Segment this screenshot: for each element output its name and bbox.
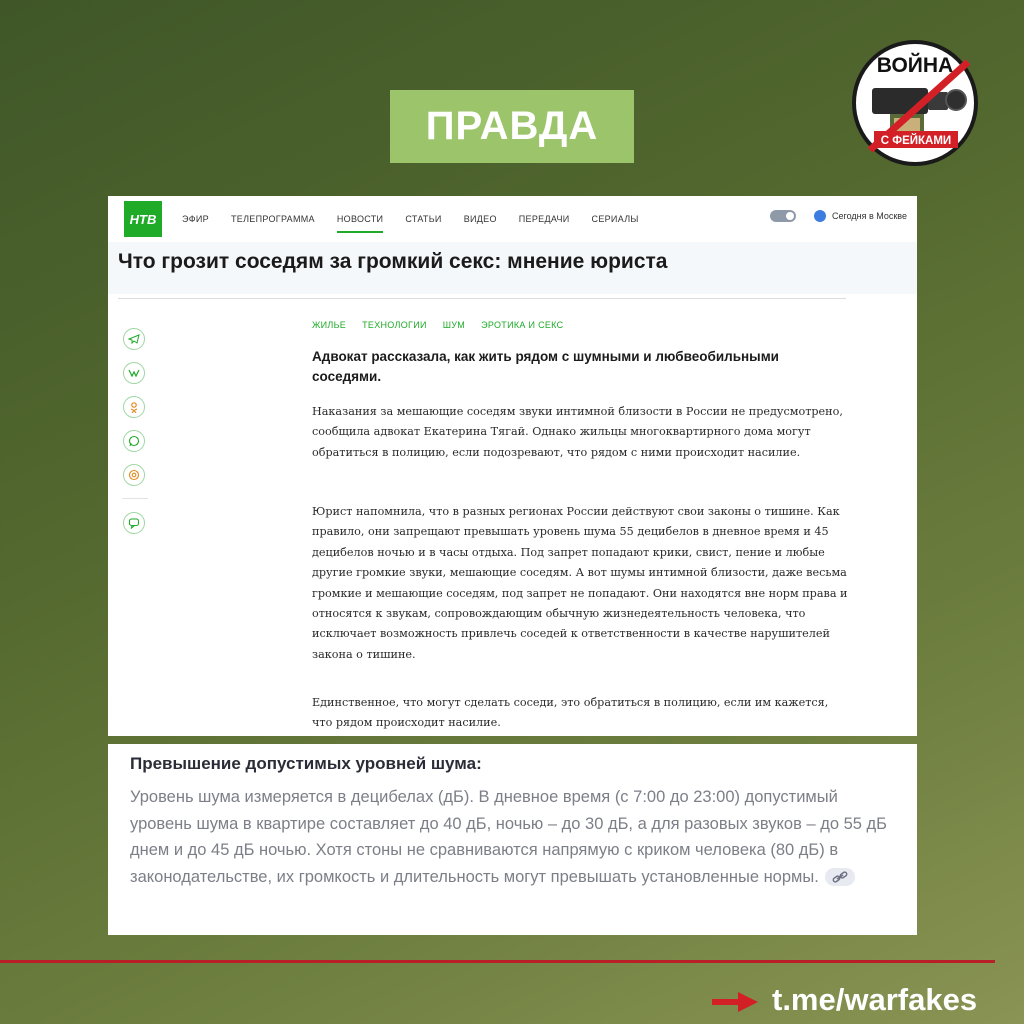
ai-answer-box — [108, 744, 917, 935]
share-divider — [122, 498, 148, 499]
ntv-logo-text: НТВ — [129, 212, 157, 227]
ai-answer-body: Уровень шума измеряется в децибелах (дБ). В дневное время (с 7:00 до 23:00) допустимый уровень шума в квартире составляет до 40 дБ, ночью – до 30 дБ, а для разовых звуков – до 55 дБ днем и до 45 дБ ночью. Хотя стоны не сравниваются напрямую с криком человека (80 дБ) в законодательстве, их громкость и длительность могут превышать установленные нормы. — [130, 788, 888, 886]
tag-zhile[interactable]: ЖИЛЬЕ — [312, 320, 347, 330]
weather-icon — [814, 210, 826, 222]
link-icon — [825, 868, 855, 886]
nav-item-serialy[interactable]: СЕРИАЛЫ — [591, 214, 639, 224]
article-paragraph-1: Наказания за мешающие соседям звуки интимной близости в России не предусмотрено, сообщила адвокат Екатерина Тягай. Однако жильцы многоквартирного дома могут обратиться в полицию, если подозревают, что рядом с ними происходит насилие. — [312, 405, 843, 459]
logo-top-text: ВОЙНА — [876, 54, 954, 77]
verdict-label: ПРАВДА — [425, 104, 599, 148]
comment-icon[interactable] — [123, 512, 145, 534]
odnoklassniki-icon[interactable] — [123, 396, 145, 418]
article-paragraph-2: Юрист напомнила, что в разных регионах России действуют свои законы о тишине. Как правило, они запрещают превышать уровень шума 55 децибелов в дневное время и 45 децибелов ночью и в часы отдыха. Под запрет попадают крики, свист, пение и любые другие громкие звуки, мешающие соседям. А вот шумы интимной близости, даже весьма громкие и мешающие соседям, под запрет не попадают. Они находятся вне норм права и относятся к звукам, сопровождающим обычную жизнедеятельность человека, что исключает возможность привлечь соседей к ответственности в качестве нарушителей закона о тишине. — [312, 505, 848, 661]
nav-item-novosti[interactable]: НОВОСТИ — [336, 214, 384, 224]
theme-toggle[interactable] — [770, 210, 796, 222]
title-divider — [118, 298, 846, 299]
article-screenshot — [108, 196, 917, 736]
article-title: Что грозит соседям за громкий секс: мнение юриста — [118, 250, 668, 273]
nav-item-stati[interactable]: СТАТЬИ — [405, 214, 442, 224]
ai-answer-text — [130, 784, 900, 890]
nav-item-peredachi[interactable]: ПЕРЕДАЧИ — [518, 214, 570, 224]
telegram-icon[interactable] — [123, 328, 145, 350]
site-navbar — [108, 196, 917, 242]
share-bar — [120, 320, 150, 544]
verdict-stamp — [390, 90, 634, 163]
nav-item-teleprogramma[interactable]: ТЕЛЕПРОГРАММА — [230, 214, 315, 224]
nav-item-efir[interactable]: ЭФИР — [182, 214, 209, 224]
email-icon[interactable] — [123, 464, 145, 486]
arrow-right-icon — [712, 990, 760, 1014]
source-link-chip[interactable] — [825, 868, 855, 886]
article-tags — [312, 320, 579, 330]
logo-bottom-text: С ФЕЙКАМИ — [880, 135, 952, 147]
ntv-logo[interactable] — [124, 201, 162, 237]
tag-erotika[interactable]: ЭРОТИКА И СЕКС — [481, 320, 564, 330]
article-lead: Адвокат рассказала, как жить рядом с шумными и любвеобильными соседями. — [312, 349, 779, 384]
channel-logo — [850, 38, 980, 168]
vk-icon[interactable] — [123, 362, 145, 384]
footer-divider — [0, 960, 995, 963]
ai-answer-title: Превышение допустимых уровней шума: — [130, 754, 482, 773]
tag-tekhnologii[interactable]: ТЕХНОЛОГИИ — [362, 320, 427, 330]
telegram-channel-link[interactable]: t.me/warfakes — [772, 982, 978, 1017]
nav-item-video[interactable]: ВИДЕО — [463, 214, 497, 224]
nav-right — [770, 210, 907, 222]
article-paragraph-3: Единственное, что могут сделать соседи, это обратиться в полицию, если им кажется, что рядом происходит насилие. — [312, 696, 829, 730]
tag-shum[interactable]: ШУМ — [442, 320, 466, 330]
whatsapp-icon[interactable] — [123, 430, 145, 452]
today-in-moscow-link[interactable]: Сегодня в Москве — [831, 211, 907, 221]
